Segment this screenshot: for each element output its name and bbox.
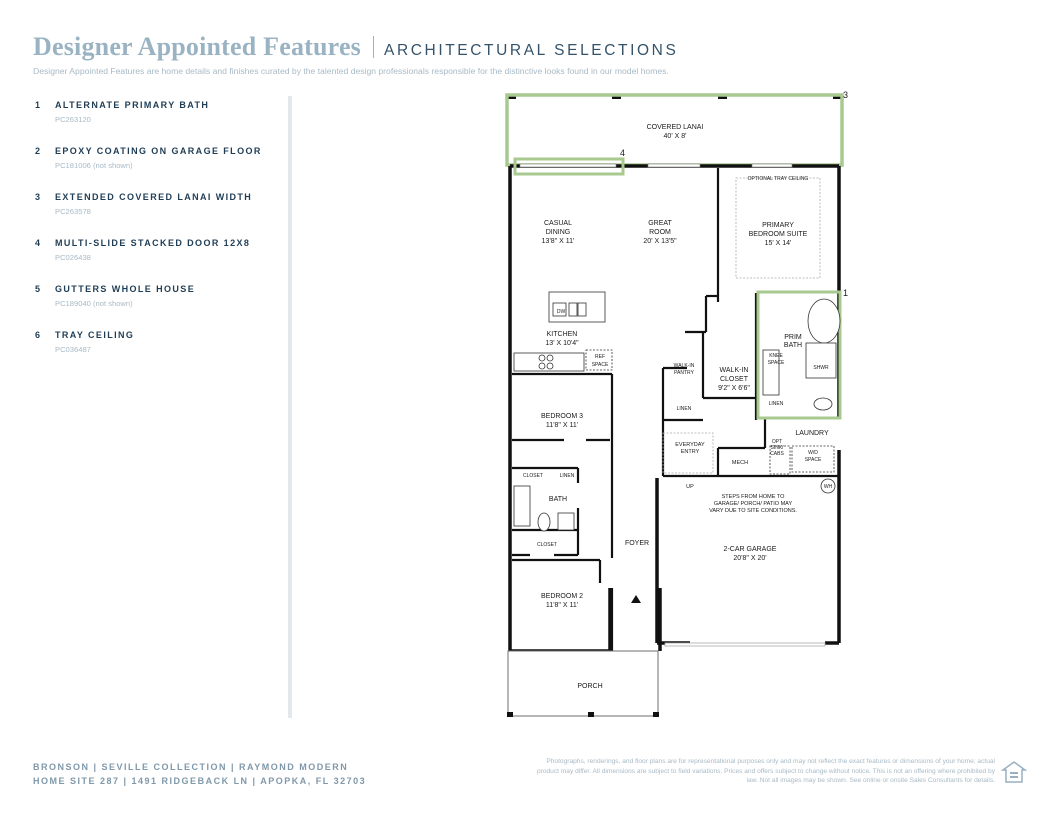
callout-number: 3 — [842, 90, 848, 100]
floor-plan-drawing — [500, 88, 850, 723]
appliance-label: REF — [595, 354, 605, 360]
room-label: SPACE — [767, 360, 785, 366]
feature-code: PC036487 — [55, 345, 91, 354]
floor-plan — [500, 88, 850, 723]
room-size: 13' X 10'4" — [545, 340, 579, 347]
room-label: UP — [686, 484, 694, 490]
section-title: ARCHITECTURAL SELECTIONS — [384, 42, 679, 59]
footer-address — [33, 760, 366, 788]
feature-code: PC181006 (not shown) — [55, 161, 133, 170]
room-label: PANTRY — [674, 370, 694, 376]
appliance-label: DW — [556, 309, 566, 315]
vertical-divider — [288, 96, 292, 718]
sink-icon — [569, 303, 577, 316]
room-label: PRIMARY — [762, 222, 794, 229]
note-text: STEPS FROM HOME TO — [721, 494, 785, 500]
room-size: 11'8" X 11' — [545, 602, 579, 609]
room-size: 11'8" X 11' — [545, 422, 579, 429]
feature-label: ALTERNATE PRIMARY BATH — [55, 100, 210, 110]
room-label: WH — [823, 484, 833, 490]
page-title: Designer Appointed Features — [33, 32, 362, 61]
room-label: LINEN — [768, 401, 784, 407]
room-size: 9'2" X 6'6" — [718, 385, 750, 392]
shower-icon — [806, 343, 836, 378]
room-label: BATH — [783, 342, 803, 349]
multi-slide-door — [520, 164, 616, 167]
feature-label: EXTENDED COVERED LANAI WIDTH — [55, 192, 253, 202]
page-header — [33, 32, 1033, 76]
feature-item — [35, 284, 275, 330]
room-label: ROOM — [649, 229, 671, 236]
room-size: 20'8" X 20' — [733, 555, 767, 562]
page-description: Designer Appointed Features are home details and finishes curated by the talented design professionals responsible for the distinctive looks found in our model homes. — [33, 66, 669, 76]
sink-icon — [578, 303, 586, 316]
room-label: BATH — [548, 496, 568, 503]
room-label: COVERED LANAI — [646, 124, 704, 131]
room-label: LINEN — [559, 473, 575, 479]
room-label: BEDROOM 2 — [540, 593, 584, 600]
room-label: CABS — [770, 451, 784, 457]
room-label: LINEN — [676, 406, 692, 412]
footer-line-1: BRONSON | SEVILLE COLLECTION | RAYMOND MODERN — [33, 762, 349, 772]
feature-number: 4 — [35, 238, 41, 248]
feature-number: 2 — [35, 146, 41, 156]
burner-icon — [547, 363, 553, 369]
room-label: OPT — [771, 439, 783, 445]
room-label: SPACE — [804, 457, 822, 463]
note-text: VARY DUE TO SITE CONDITIONS. — [709, 508, 797, 514]
feature-label: MULTI-SLIDE STACKED DOOR 12X8 — [55, 238, 251, 248]
room-label: SHWR — [813, 365, 829, 371]
room-labels — [523, 124, 833, 690]
feature-item — [35, 100, 275, 146]
feature-number: 5 — [35, 284, 41, 294]
room-label: SINK/ — [770, 445, 784, 451]
equal-housing-icon — [1001, 760, 1027, 784]
entry-arrow-icon — [631, 595, 641, 603]
window — [648, 164, 700, 167]
room-label: CLOSET — [522, 473, 544, 479]
room-label: 2-CAR GARAGE — [723, 546, 777, 553]
room-size: 40' X 8' — [663, 133, 687, 140]
feature-list — [35, 100, 275, 376]
room-label: CLOSET — [536, 542, 558, 548]
feature-label: EPOXY COATING ON GARAGE FLOOR — [55, 146, 262, 156]
room-label: PORCH — [577, 683, 603, 690]
feature-item — [35, 192, 275, 238]
room-size: 20' X 13'5" — [643, 238, 677, 245]
title-row — [33, 32, 1033, 62]
feature-code: PC189040 (not shown) — [55, 299, 133, 308]
tub-icon — [514, 486, 530, 526]
room-label: KITCHEN — [546, 331, 578, 338]
feature-item — [35, 238, 275, 284]
footer-line-2: HOME SITE 287 | 1491 RIDGEBACK LN | APOPKA, FL 32703 — [33, 776, 367, 786]
room-label: DINING — [545, 229, 571, 236]
bathtub-icon — [808, 299, 840, 343]
fixtures — [514, 178, 840, 646]
feature-label: GUTTERS WHOLE HOUSE — [55, 284, 196, 294]
feature-label: TRAY CEILING — [55, 330, 135, 340]
feature-number: 3 — [35, 192, 41, 202]
feature-code: PC263578 — [55, 207, 91, 216]
room-label: MECH — [731, 460, 749, 466]
burner-icon — [539, 363, 545, 369]
room-label: PRIM — [784, 334, 802, 341]
callout-number: 4 — [620, 148, 626, 158]
title-divider — [373, 36, 374, 58]
room-label: GREAT — [648, 220, 672, 227]
feature-code: PC026438 — [55, 253, 91, 262]
room-label: LAUNDRY — [795, 430, 829, 437]
room-label: EVERYDAY — [675, 442, 705, 448]
burner-icon — [547, 355, 553, 361]
room-label: BEDROOM 3 — [540, 413, 584, 420]
feature-number: 1 — [35, 100, 41, 110]
callout-number: 1 — [842, 288, 848, 298]
room-label: BEDROOM SUITE — [748, 231, 808, 238]
room-label: CASUAL — [543, 220, 573, 227]
feature-item — [35, 146, 275, 192]
room-label: FOYER — [624, 540, 650, 547]
tray-ceiling-label: OPTIONAL TRAY CEILING — [747, 176, 809, 182]
room-label: ENTRY — [680, 449, 700, 455]
room-size: 15' X 14' — [764, 240, 792, 247]
window — [752, 164, 792, 167]
room-label: KNEE — [769, 353, 783, 359]
garage-door — [665, 643, 825, 646]
room-label: CLOSET — [719, 376, 749, 383]
room-label: W/D — [808, 450, 818, 456]
vanity-icon — [558, 513, 574, 530]
note-text: GARAGE/ PORCH/ PATIO MAY — [713, 501, 793, 507]
feature-item — [35, 330, 275, 376]
room-label: WALK-IN — [719, 367, 749, 374]
feature-number: 6 — [35, 330, 41, 340]
toilet-icon — [538, 513, 550, 531]
burner-icon — [539, 355, 545, 361]
toilet-icon — [814, 398, 832, 410]
feature-code: PC263120 — [55, 115, 91, 124]
room-label: WALK-IN — [673, 363, 695, 369]
room-size: 13'8" X 11' — [541, 238, 575, 245]
footer-disclaimer: Photographs, renderings, and floor plans are for representational purposes only and may not reflect the exact features or dimensions of your home; actual product may differ. All dimensions are subject to field variations. Prices and offers subject to change without notice. This is not an offering where prohibited by law. Not all images may be shown. See online or onsite Sales Consultants for details. — [536, 758, 995, 785]
appliance-label: SPACE — [591, 362, 609, 368]
